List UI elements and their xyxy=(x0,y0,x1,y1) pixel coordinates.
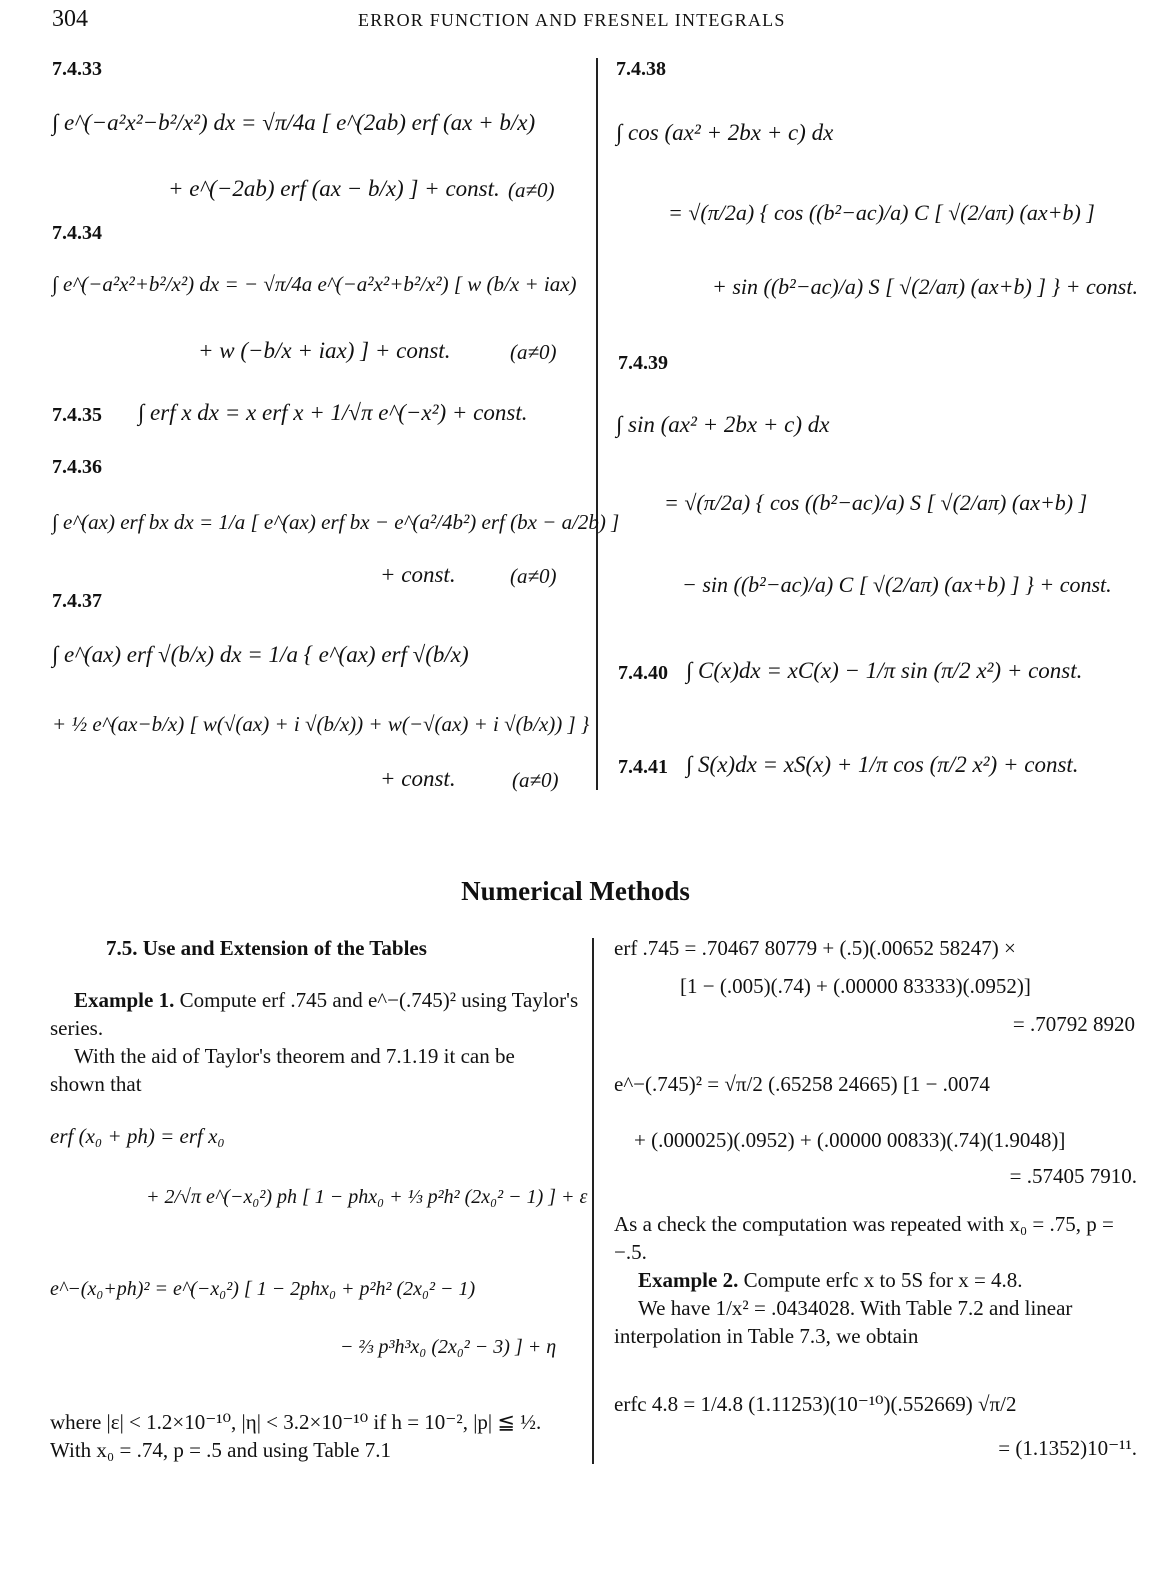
formula-number-7-4-35: 7.4.35 xyxy=(52,404,102,426)
formula-7-4-39-line3: − sin ((b²−ac)/a) C [ √(2/aπ) (ax+b) ] } + const. xyxy=(682,572,1112,597)
calc-erf-line2: [1 − (.005)(.74) + (.00000 83333)(.0952)] xyxy=(680,974,1031,998)
erfc-calc-result: = (1.1352)10⁻¹¹. xyxy=(998,1436,1137,1460)
calc-erf-line1: erf .745 = .70467 80779 + (.5)(.00652 58247) × xyxy=(614,936,1016,960)
example-2-label: Example 2. xyxy=(638,1268,739,1292)
erfc-calc-line: erfc 4.8 = 1/4.8 (1.11253)(10⁻¹⁰)(.552669) √π/2 xyxy=(614,1392,1017,1416)
formula-7-4-41-line1: ∫ S(x)dx = xS(x) + 1/π cos (π/2 x²) + const. xyxy=(686,752,1079,777)
taylor-eq-2-line1: e^−(x₀+ph)² = e^(−x₀²) [ 1 − 2phx₀ + p²h² (2x₀² − 1) xyxy=(50,1278,476,1300)
we-have-paragraph: We have 1/x² = .0434028. With Table 7.2 and linear interpolation in Table 7.3, we obtain xyxy=(614,1296,1073,1348)
column-divider-lower xyxy=(592,938,594,1464)
intro-paragraph: With the aid of Taylor's theorem and 7.1.19 it can be shown that xyxy=(50,1044,515,1096)
formula-number-7-4-38: 7.4.38 xyxy=(616,58,666,80)
column-divider-upper xyxy=(596,58,598,790)
example-2-paragraph xyxy=(614,1266,1138,1294)
taylor-eq-1-line1: erf (x₀ + ph) = erf x₀ xyxy=(50,1124,225,1148)
formula-number-7-4-40: 7.4.40 xyxy=(618,662,668,684)
formula-7-4-35-line1: ∫ erf x dx = x erf x + 1/√π e^(−x²) + const. xyxy=(138,400,528,425)
calc-erf-result: = .70792 8920 xyxy=(1012,1012,1135,1036)
formula-7-4-33-line1: ∫ e^(−a²x²−b²/x²) dx = √π/4a [ e^(2ab) erf (ax + b/x) xyxy=(52,110,536,135)
page-number: 304 xyxy=(52,6,88,32)
formula-7-4-38-line2: = √(π/2a) { cos ((b²−ac)/a) C [ √(2/aπ) (ax+b) ] xyxy=(668,200,1095,225)
formula-7-4-34-line2: + w (−b/x + iax) ] + const. xyxy=(198,338,451,363)
formula-number-7-4-39: 7.4.39 xyxy=(618,352,668,374)
formula-7-4-37-line2: + ½ e^(ax−b/x) [ w(√(ax) + i √(b/x)) + w(−√(ax) + i √(b/x)) ] } xyxy=(52,712,590,736)
check-paragraph: As a check the computation was repeated with x₀ = .75, p = −.5. xyxy=(614,1212,1114,1264)
formula-number-7-4-37: 7.4.37 xyxy=(52,590,102,612)
example-1-paragraph xyxy=(50,986,584,1042)
formula-7-4-34-condition: (a≠0) xyxy=(510,340,557,364)
section-title: Numerical Methods xyxy=(461,876,690,906)
formula-7-4-38-line1: ∫ cos (ax² + 2bx + c) dx xyxy=(616,120,834,145)
taylor-eq-1-line2: + 2/√π e^(−x₀²) ph [ 1 − phx₀ + ⅓ p²h² (2x₀² − 1) ] + ε xyxy=(146,1186,588,1208)
subsection-title: 7.5. Use and Extension of the Tables xyxy=(106,936,427,960)
running-title: ERROR FUNCTION AND FRESNEL INTEGRALS xyxy=(358,10,786,30)
formula-7-4-37-line3: + const. xyxy=(380,766,456,791)
formula-7-4-37-line1: ∫ e^(ax) erf √(b/x) dx = 1/a { e^(ax) erf √(b/x) xyxy=(52,642,469,667)
formula-7-4-33-condition: (a≠0) xyxy=(508,178,555,202)
example-2-text: Compute erfc x to 5S for x = 4.8. xyxy=(738,1268,1023,1292)
formula-7-4-37-condition: (a≠0) xyxy=(512,768,559,792)
formula-7-4-34-line1: ∫ e^(−a²x²+b²/x²) dx = − √π/4a e^(−a²x²+b²/x²) [ w (b/x + iax) xyxy=(52,272,577,296)
formula-7-4-39-line1: ∫ sin (ax² + 2bx + c) dx xyxy=(616,412,830,437)
formula-number-7-4-33: 7.4.33 xyxy=(52,58,102,80)
calc-exp-line1: e^−(.745)² = √π/2 (.65258 24665) [1 − .0074 xyxy=(614,1072,990,1096)
example-1-label: Example 1. xyxy=(74,988,175,1012)
formula-7-4-36-line2: + const. xyxy=(380,562,456,587)
formula-7-4-39-line2: = √(π/2a) { cos ((b²−ac)/a) S [ √(2/aπ) (ax+b) ] xyxy=(664,490,1088,515)
calc-exp-line2: + (.000025)(.0952) + (.00000 00833)(.74)(1.9048)] xyxy=(634,1128,1066,1152)
calc-exp-result: = .57405 7910. xyxy=(1009,1164,1137,1188)
taylor-eq-2-line2: − ⅔ p³h³x₀ (2x₀² − 3) ] + η xyxy=(340,1336,557,1358)
formula-7-4-38-line3: + sin ((b²−ac)/a) S [ √(2/aπ) (ax+b) ] } + const. xyxy=(712,274,1138,299)
formula-7-4-33-line2: + e^(−2ab) erf (ax − b/x) ] + const. xyxy=(168,176,500,201)
formula-number-7-4-34: 7.4.34 xyxy=(52,222,102,244)
formula-number-7-4-36: 7.4.36 xyxy=(52,456,102,478)
formula-7-4-36-line1: ∫ e^(ax) erf bx dx = 1/a [ e^(ax) erf bx − e^(a²/4b²) erf (bx − a/2b) ] xyxy=(52,510,620,534)
formula-7-4-40-line1: ∫ C(x)dx = xC(x) − 1/π sin (π/2 x²) + const. xyxy=(686,658,1083,683)
formula-number-7-4-41: 7.4.41 xyxy=(618,756,668,778)
error-bounds-paragraph: where |ε| < 1.2×10⁻¹⁰, |η| < 3.2×10⁻¹⁰ if h = 10⁻², |p| ≦ ½. With x₀ = .74, p = .5 and using Table 7.1 xyxy=(50,1410,542,1462)
example-1-text: Compute erf .745 and e^−(.745)² using Taylor's series. xyxy=(50,988,579,1040)
formula-7-4-36-condition: (a≠0) xyxy=(510,564,557,588)
